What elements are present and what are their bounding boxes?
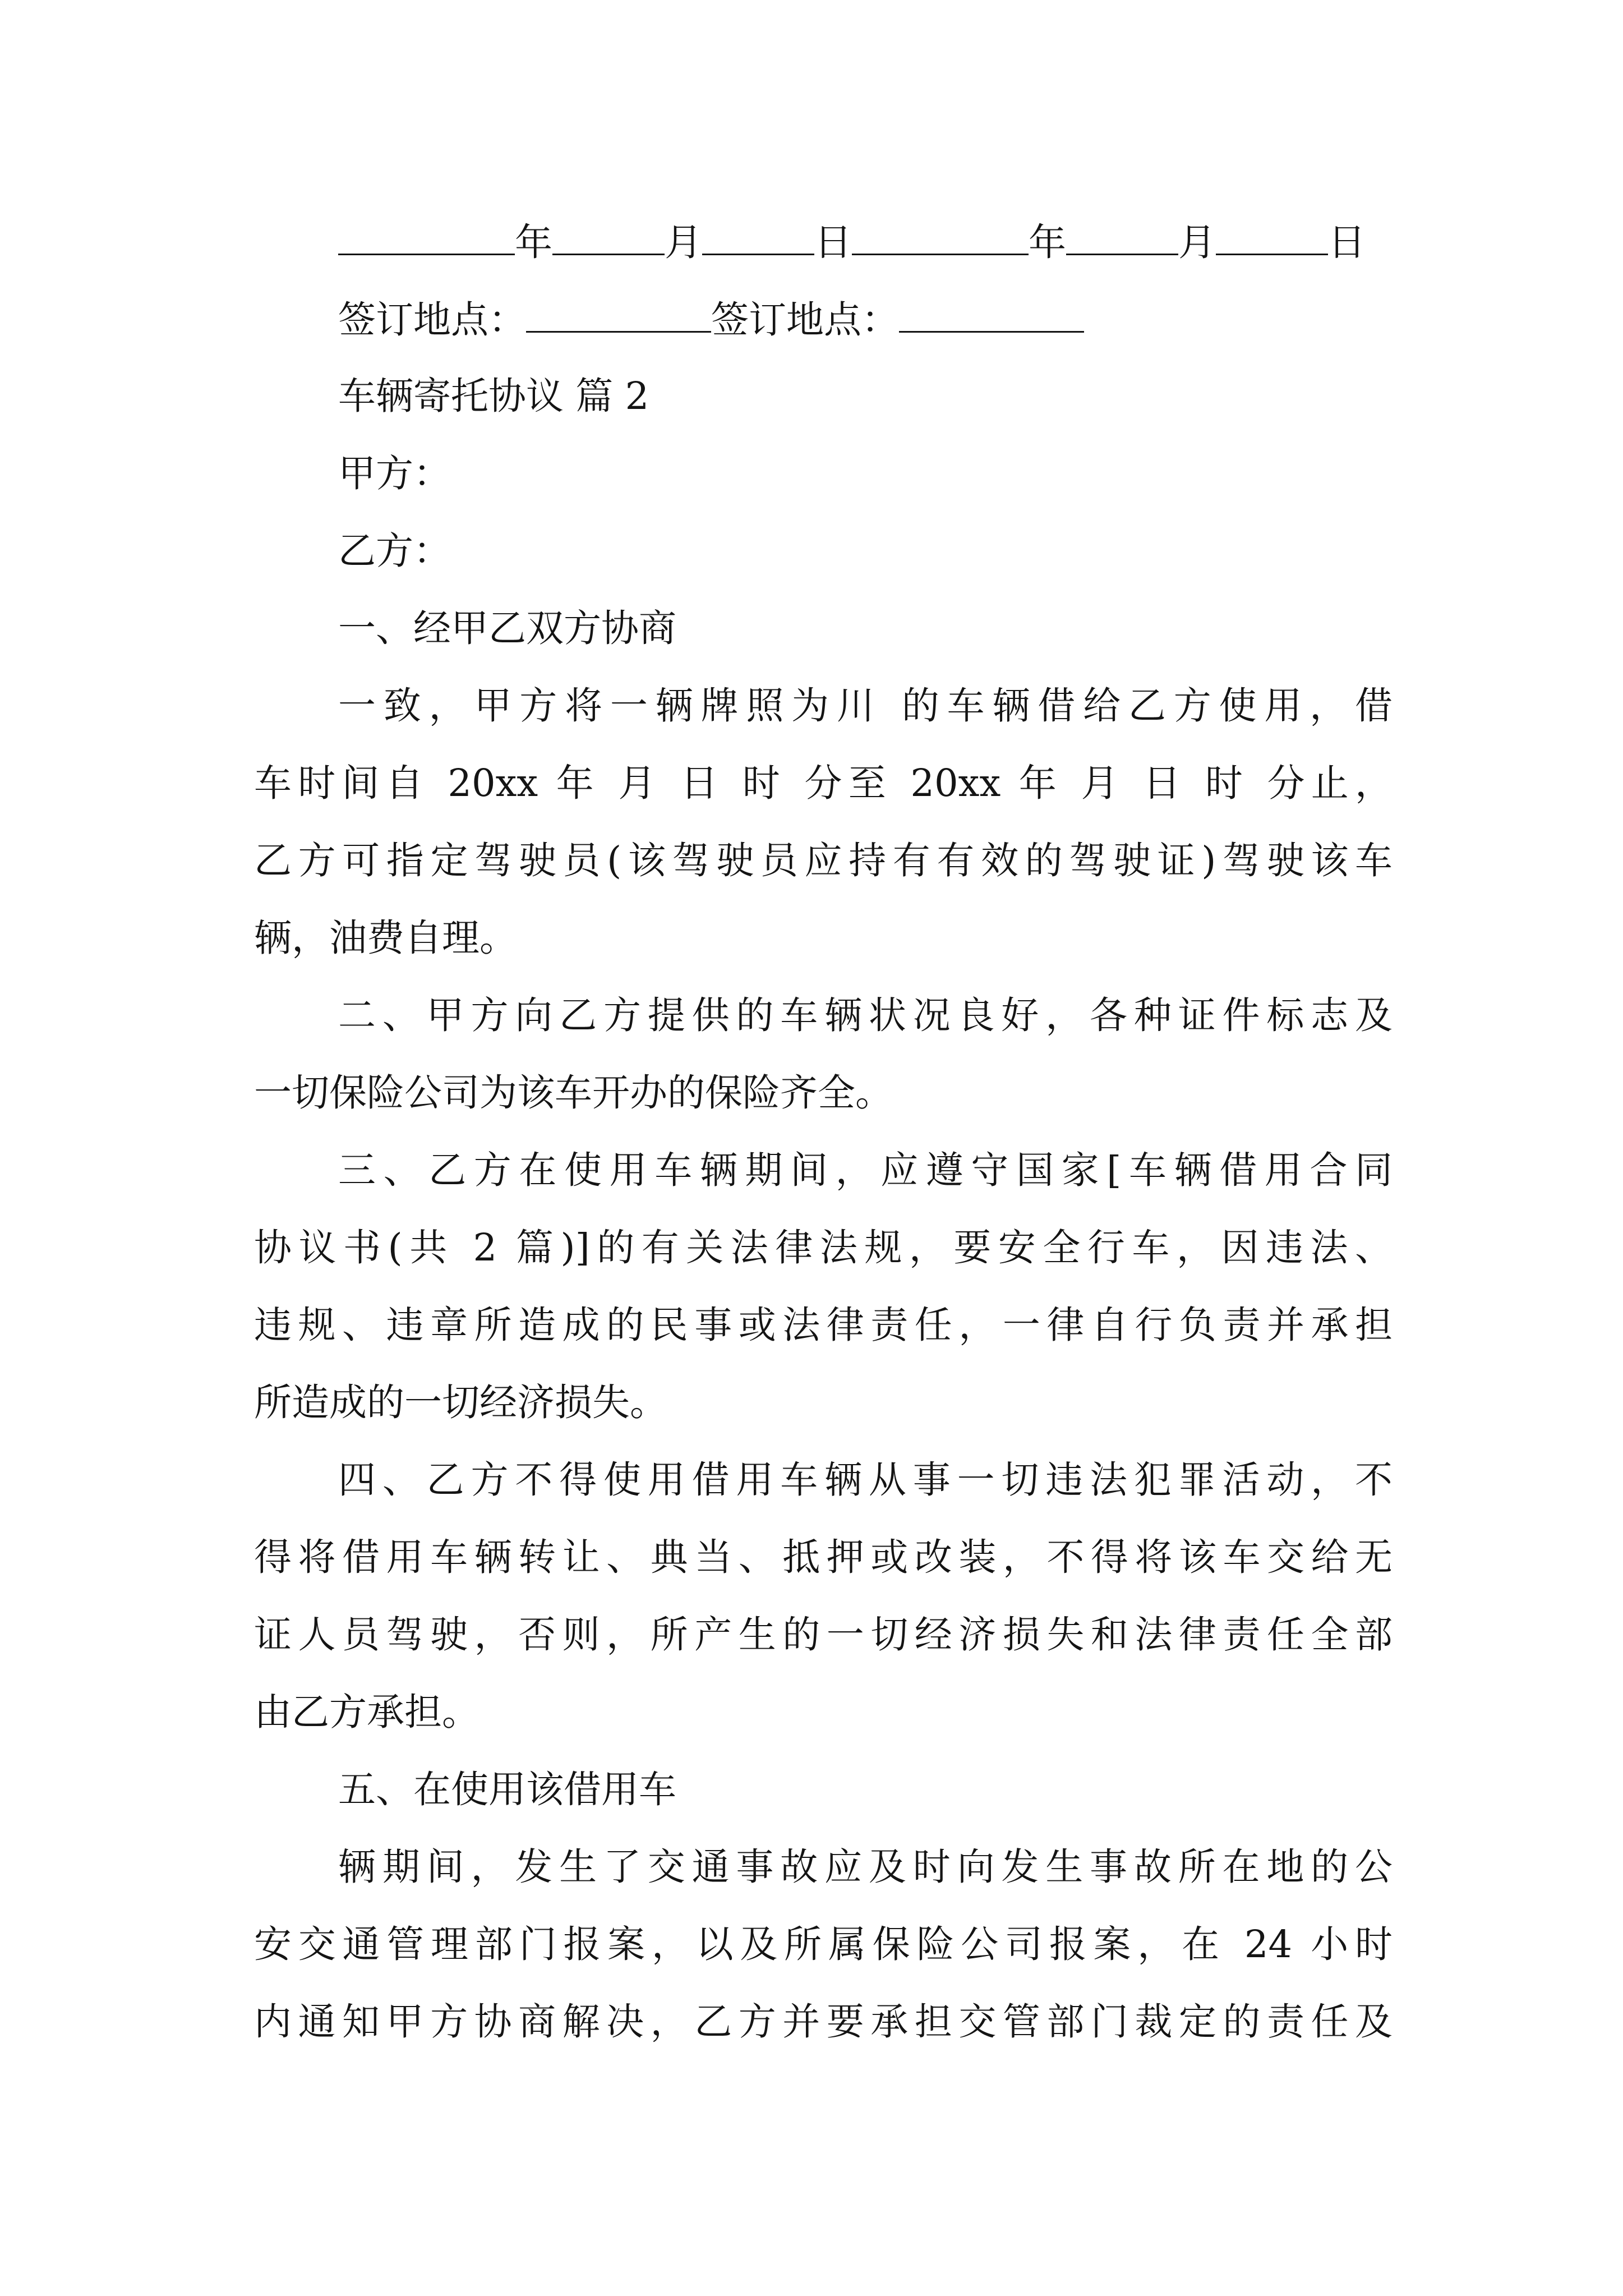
clause-1-line: 一致，甲方将一辆牌照为川 的车辆借给乙方使用，借 (338, 684, 1393, 728)
clause-5-line: 内通知甲方协商解决，乙方并要承担交管部门裁定的责任及 (254, 2000, 1393, 2044)
blank-field (338, 219, 515, 255)
month-label: 月 (665, 220, 702, 264)
day-label: 日 (1328, 220, 1366, 264)
clause-5-line: 安交通管理部门报案，以及所属保险公司报案，在 24 小时 (254, 1922, 1393, 1966)
clause-4-line: 得将借用车辆转让、典当、抵押或改装，不得将该车交给无 (254, 1535, 1393, 1579)
year-label: 年 (1029, 220, 1066, 264)
date-line (338, 219, 1477, 265)
clause-2-line: 一切保险公司为该车开办的保险齐全。 (254, 1071, 893, 1115)
clause-5-heading: 五、在使用该借用车 (338, 1768, 676, 1811)
clause-1-heading: 一、经甲乙双方协商 (338, 606, 676, 650)
day-label: 日 (814, 220, 852, 264)
clause-5-line: 辆期间，发生了交通事故应及时向发生事故所在地的公 (338, 1845, 1393, 1889)
clause-4-line: 四、乙方不得使用借用车辆从事一切违法犯罪活动，不 (338, 1458, 1393, 1502)
month-label: 月 (1178, 220, 1216, 264)
blank-field (526, 296, 711, 333)
section-title: 车辆寄托协议 篇 2 (338, 374, 649, 418)
clause-3-line: 违规、违章所造成的民事或法律责任，一律自行负责并承担 (254, 1303, 1393, 1347)
blank-field (899, 296, 1084, 333)
blank-field (1066, 219, 1178, 255)
party-b-line: 乙方： (338, 529, 451, 573)
clause-1-line: 车时间自 20xx 年 月 日 时 分至 20xx 年 月 日 时 分止， (254, 761, 1393, 805)
clause-2-line: 二、甲方向乙方提供的车辆状况良好，各种证件标志及 (338, 993, 1393, 1037)
signing-place-label: 签订地点： (338, 298, 526, 342)
year-label: 年 (515, 220, 552, 264)
clause-3-line: 协议书(共 2 篇)]的有关法律法规，要安全行车，因违法、 (254, 1226, 1393, 1269)
blank-field (852, 219, 1029, 255)
clause-1-line: 乙方可指定驾驶员(该驾驶员应持有有效的驾驶证)驾驶该车 (254, 839, 1393, 882)
clause-4-line: 由乙方承担。 (254, 1690, 479, 1734)
clause-3-line: 三、乙方在使用车辆期间，应遵守国家[车辆借用合同 (338, 1148, 1393, 1192)
blank-field (1216, 219, 1328, 255)
blank-field (552, 219, 665, 255)
signing-place-line (338, 296, 1477, 342)
clause-4-line: 证人员驾驶，否则，所产生的一切经济损失和法律责任全部 (254, 1613, 1393, 1657)
clause-3-line: 所造成的一切经济损失。 (254, 1381, 667, 1424)
signing-place-label: 签订地点： (711, 298, 899, 342)
clause-1-line: 辆，油费自理。 (254, 916, 517, 960)
blank-field (702, 219, 814, 255)
party-a-line: 甲方： (338, 452, 451, 495)
